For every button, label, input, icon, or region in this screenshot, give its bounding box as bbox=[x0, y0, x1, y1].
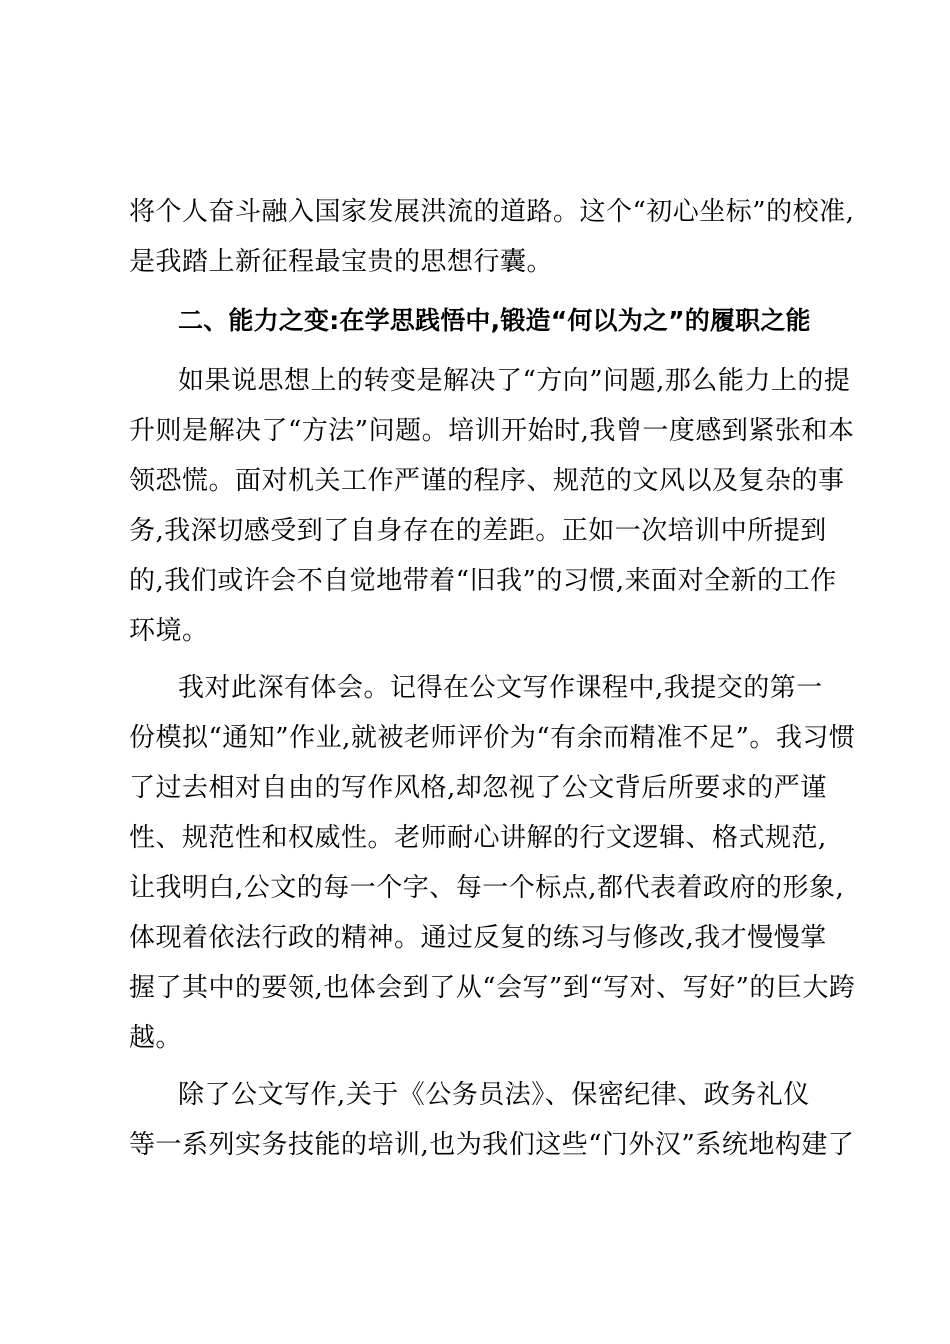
text-line: 性、规范性和权威性。老师耐心讲解的行文逻辑、格式规范, bbox=[129, 823, 827, 853]
text-line: 的,我们或许会不自觉地带着“旧我”的习惯,来面对全新的工作 bbox=[129, 566, 837, 596]
text-line: 让我明白,公文的每一个字、每一个标点,都代表着政府的形象, bbox=[129, 873, 845, 903]
text-line: 环境。 bbox=[129, 616, 209, 646]
text-line: 越。 bbox=[129, 1023, 183, 1053]
text-line: 体现着依法行政的精神。通过反复的练习与修改,我才慢慢掌 bbox=[129, 923, 827, 953]
text-line: 务,我深切感受到了自身存在的差距。正如一次培训中所提到 bbox=[129, 516, 827, 546]
text-line: 领恐慌。面对机关工作严谨的程序、规范的文风以及复杂的事 bbox=[129, 466, 845, 496]
text-line: 是我踏上新征程最宝贵的思想行囊。 bbox=[129, 247, 554, 277]
text-line: 份模拟“通知”作业,就被老师评价为“有余而精准不足”。我习惯 bbox=[129, 723, 856, 753]
text-line: 升则是解决了“方法”问题。培训开始时,我曾一度感到紧张和本 bbox=[129, 416, 855, 446]
text-line: 了过去相对自由的写作风格,却忽视了公文背后所要求的严谨 bbox=[129, 773, 827, 803]
text-line: 我对此深有体会。记得在公文写作课程中,我提交的第一 bbox=[178, 673, 823, 703]
text-line: 除了公文写作,关于《公务员法》、保密纪律、政务礼仪 bbox=[178, 1080, 810, 1110]
text-line: 等一系列实务技能的培训,也为我们这些“门外汉”系统地构建了 bbox=[129, 1130, 855, 1160]
section-heading: 二、能力之变:在学思践悟中,锻造“何以为之”的履职之能 bbox=[178, 306, 811, 335]
text-line: 如果说思想上的转变是解决了“方向”问题,那么能力上的提 bbox=[178, 366, 851, 396]
text-line: 将个人奋斗融入国家发展洪流的道路。这个“初心坐标”的校准, bbox=[129, 197, 855, 227]
text-line: 握了其中的要领,也体会到了从“会写”到“写对、写好”的巨大跨 bbox=[129, 973, 856, 1003]
